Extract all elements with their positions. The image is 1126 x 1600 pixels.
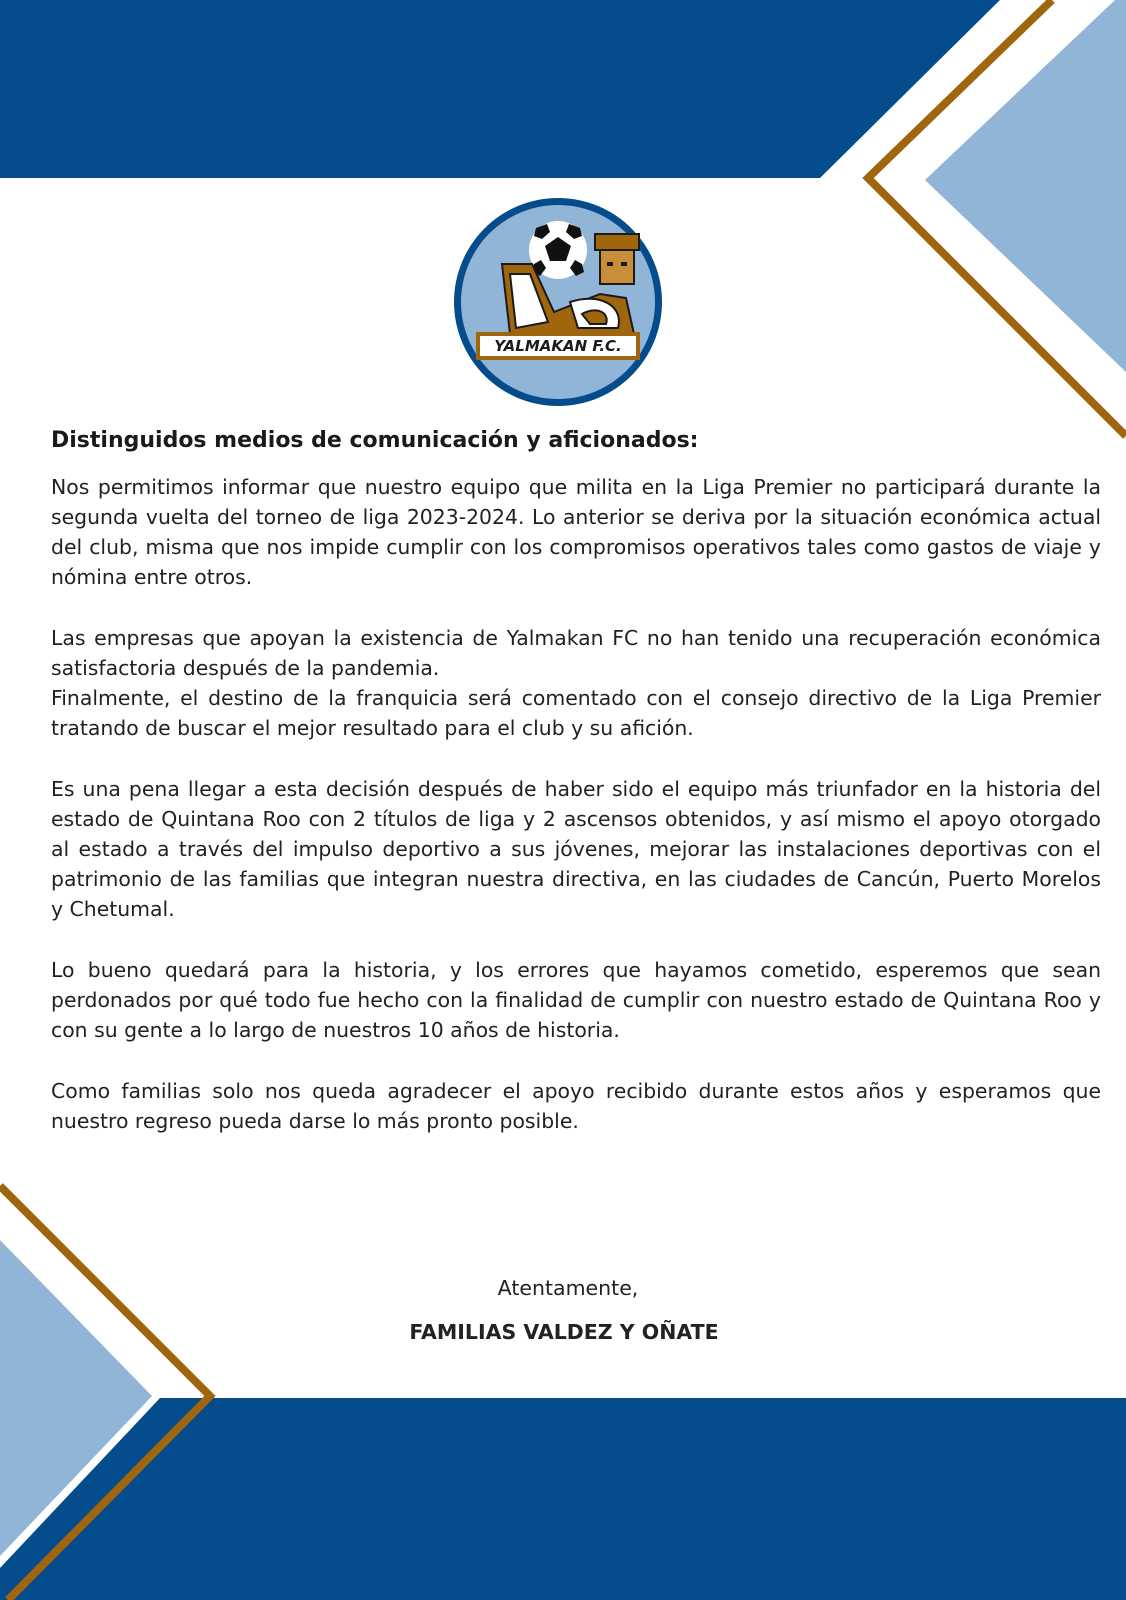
paragraph-3: Finalmente, el destino de la franquicia será comentado con el consejo directivo de la Liga Premier tratando de buscar el mejor resultado para el club y su afición. — [51, 686, 1101, 740]
bottom-navy-band — [0, 1398, 1126, 1600]
paragraph-5: Lo bueno quedará para la historia, y los errores que hayamos cometido, esperemos que sean perdonados por qué todo fue hecho con la finalidad de cumplir con nuestro estado de Quintana Roo y con su gente a lo largo de nuestros 10 años de historia. — [51, 958, 1101, 1042]
logo-text: YALMAKAN F.C. — [494, 337, 622, 355]
letter-heading: Distinguidos medios de comunicación y aficionados: — [51, 428, 699, 453]
yalmakan-fc-crest-icon — [450, 194, 666, 410]
club-logo — [450, 194, 666, 410]
top-navy-band — [0, 0, 1000, 178]
paragraph-6: Como familias solo nos queda agradecer el apoyo recibido durante estos años y esperamos que nuestro regreso pueda darse lo más pronto posible. — [51, 1079, 1101, 1133]
top-right-light-blue — [925, 0, 1126, 372]
paragraph-1: Nos permitimos informar que nuestro equipo que milita en la Liga Premier no participará durante la segunda vuelta del torneo de liga 2023-2024. Lo anterior se deriva por la situación económica actual del club, misma que nos impide cumplir con los compromisos operativos tales como gastos de viaje y nómina entre otros. — [51, 475, 1101, 589]
paragraph-4: Es una pena llegar a esta decisión después de haber sido el equipo más triunfador en la historia del estado de Quintana Roo con 2 títulos de liga y 2 ascensos obtenidos, y así mismo el apoyo otorgado al estado a través del impulso deportivo a sus jóvenes, mejorar las instalaciones deportivas con el patrimonio de las familias que integran nuestra directiva, en las ciudades de Cancún, Puerto Morelos y Chetumal. — [51, 777, 1101, 921]
paragraph-2: Las empresas que apoyan la existencia de Yalmakan FC no han tenido una recuperación económica satisfactoria después de la pandemia. — [51, 626, 1101, 680]
salutation: Atentamente, — [497, 1276, 639, 1300]
letter-body — [51, 426, 1101, 1136]
signature: FAMILIAS VALDEZ Y OÑATE — [409, 1320, 719, 1344]
letter-closing — [0, 1276, 1126, 1344]
